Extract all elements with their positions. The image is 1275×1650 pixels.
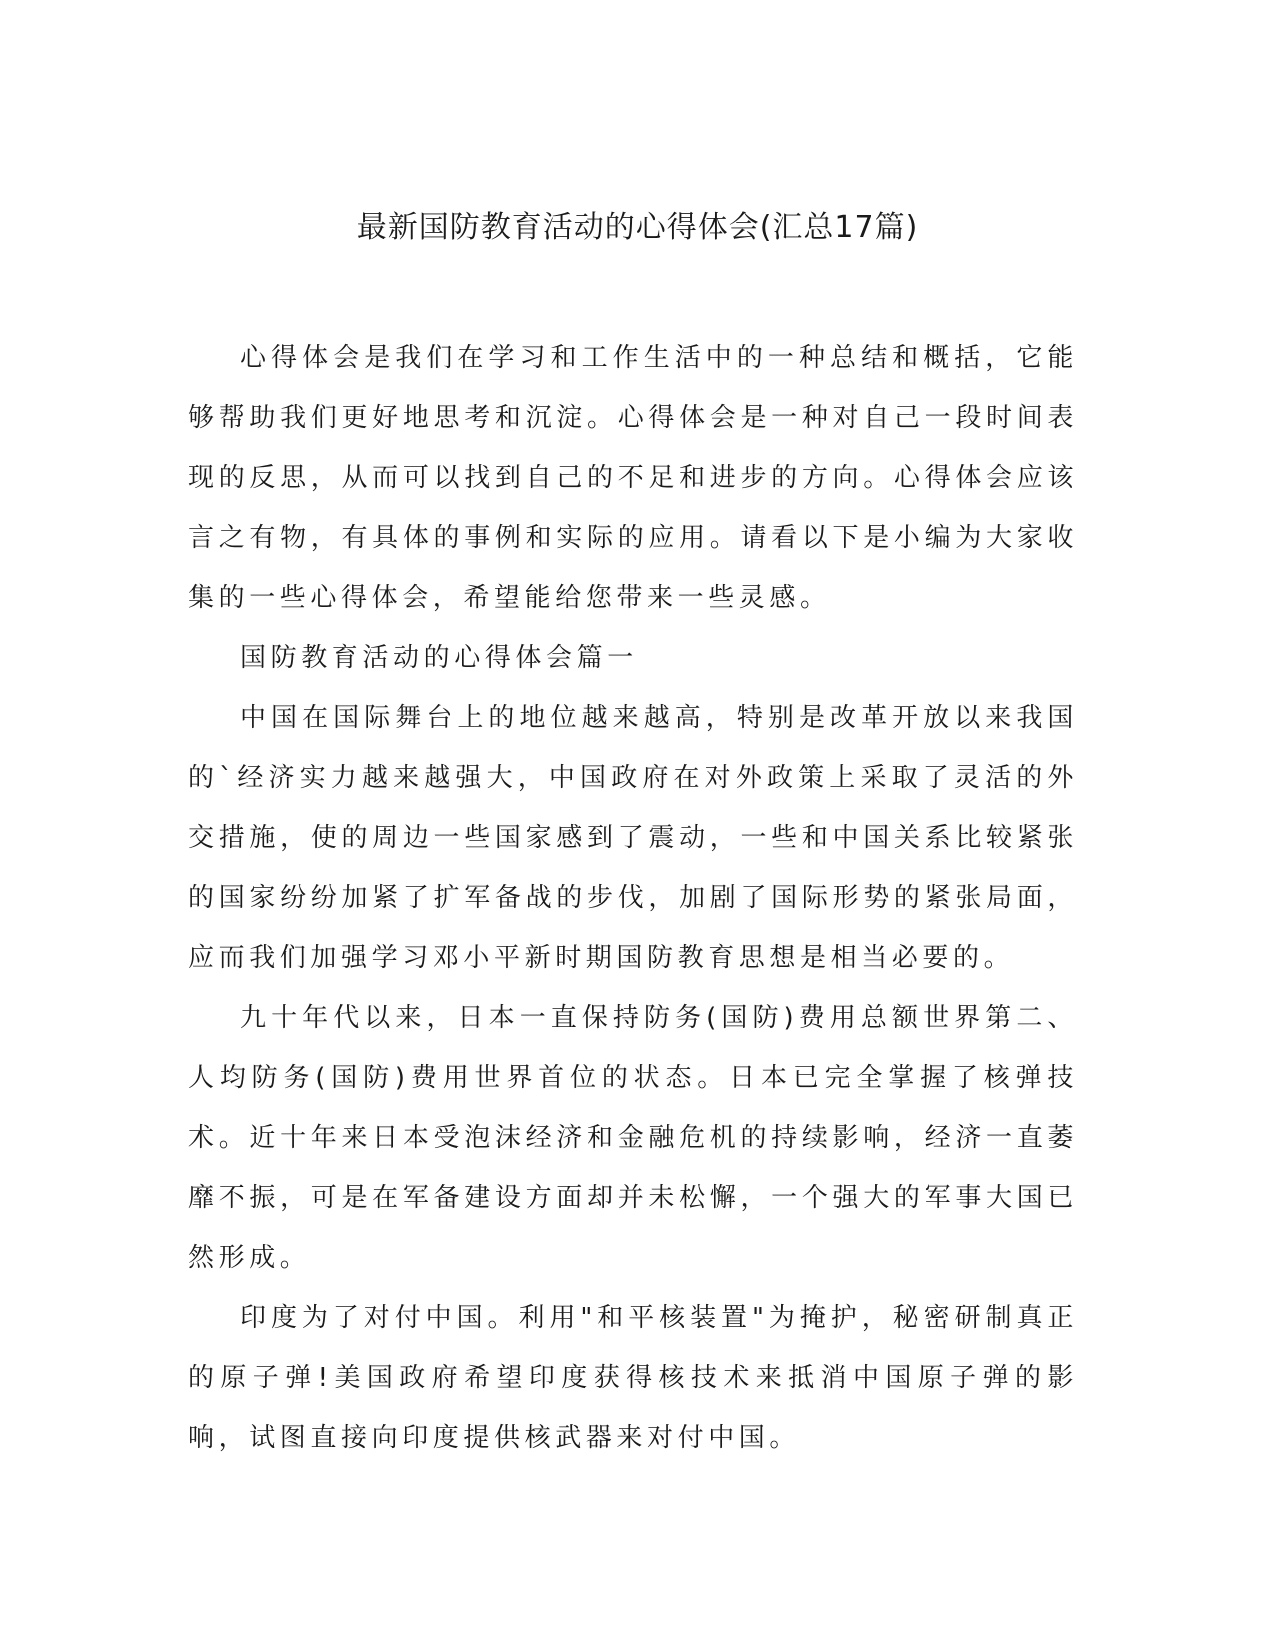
body-paragraph: 九十年代以来，日本一直保持防务(国防)费用总额世界第二、人均防务(国防)费用世界首位的状态。日本已完全掌握了核弹技术。近十年来日本受泡沫经济和金融危机的持续影响，经济一直萎靡不振，可是在军备建设方面却并未松懈，一个强大的军事大国已然形成。 bbox=[188, 1003, 1078, 1273]
section-heading: 国防教育活动的心得体会篇一 bbox=[240, 643, 638, 673]
body-paragraph: 印度为了对付中国。利用"和平核装置"为掩护，秘密研制真正的原子弹!美国政府希望印度获得核技术来抵消中国原子弹的影响，试图直接向印度提供核武器来对付中国。 bbox=[188, 1303, 1078, 1453]
body-paragraph: 中国在国际舞台上的地位越来越高，特别是改革开放以来我国的`经济实力越来越强大，中国政府在对外政策上采取了灵活的外交措施，使的周边一些国家感到了震动，一些和中国关系比较紧张的国家纷纷加紧了扩军备战的步伐，加剧了国际形势的紧张局面，应而我们加强学习邓小平新时期国防教育思想是相当必要的。 bbox=[188, 703, 1078, 973]
document-title: 最新国防教育活动的心得体会(汇总17篇) bbox=[356, 210, 919, 245]
intro-paragraph: 心得体会是我们在学习和工作生活中的一种总结和概括，它能够帮助我们更好地思考和沉淀。心得体会是一种对自己一段时间表现的反思，从而可以找到自己的不足和进步的方向。心得体会应该言之有物，有具体的事例和实际的应用。请看以下是小编为大家收集的一些心得体会，希望能给您带来一些灵感。 bbox=[188, 343, 1078, 613]
document-body bbox=[188, 328, 1078, 1468]
